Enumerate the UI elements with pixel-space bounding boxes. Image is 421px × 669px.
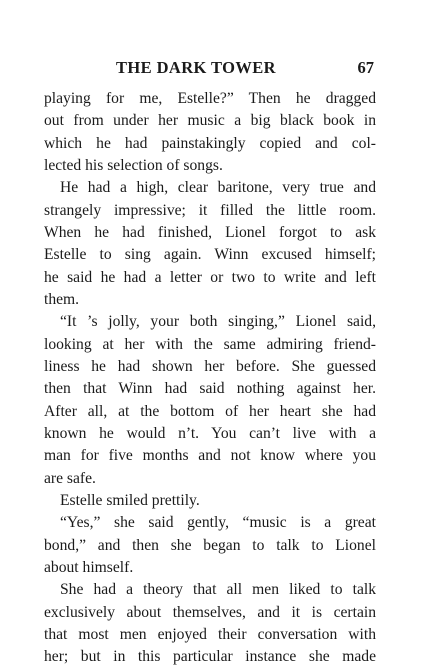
page-number: 67	[357, 58, 374, 77]
text-line: She had a theory that all men liked to talk	[60, 581, 376, 599]
text-line: After all, at the bottom of her heart she had	[44, 402, 376, 420]
text-line: about himself.	[44, 558, 134, 576]
text-line: man for five months and not know where you	[44, 447, 376, 465]
text-line: them.	[44, 290, 80, 308]
text-line: looking at her with the same admiring friend-	[44, 335, 376, 353]
text-line: which he had painstakingly copied and col-	[44, 134, 376, 152]
text-line: that most men enjoyed their conversation with	[44, 625, 376, 643]
text-line: liness he had shown her before. She guessed	[44, 357, 376, 375]
text-line: her; but in this particular instance she made	[44, 648, 376, 666]
text-line: “It ’s jolly, your both singing,” Lionel said,	[60, 313, 376, 331]
text-line: When he had finished, Lionel forgot to ask	[44, 223, 376, 241]
body-text	[44, 88, 376, 669]
text-line: Estelle to sing again. Winn excused himself;	[44, 246, 376, 264]
text-line: playing for me, Estelle?” Then he dragged	[44, 90, 376, 107]
text-line: He had a high, clear baritone, very true and	[60, 179, 376, 197]
text-line: exclusively about themselves, and it is certain	[44, 603, 376, 621]
text-line: are safe.	[44, 469, 96, 487]
text-line: then that Winn had said nothing against her.	[44, 380, 376, 398]
page-header	[44, 58, 374, 80]
text-line: he said he had a letter or two to write and left	[44, 268, 376, 286]
text-line: out from under her music a big black book in	[44, 112, 376, 130]
text-line: Estelle smiled prettily.	[60, 491, 200, 509]
text-line: bond,” and then she began to talk to Lionel	[44, 536, 376, 554]
text-line: “Yes,” she said gently, “music is a great	[60, 514, 376, 532]
text-line: strangely impressive; it filled the little room.	[44, 201, 376, 219]
text-line: lected his selection of songs.	[44, 156, 223, 174]
text-line: known he would n’t. You can’t live with a	[44, 424, 376, 442]
running-head: THE DARK TOWER	[116, 58, 276, 77]
